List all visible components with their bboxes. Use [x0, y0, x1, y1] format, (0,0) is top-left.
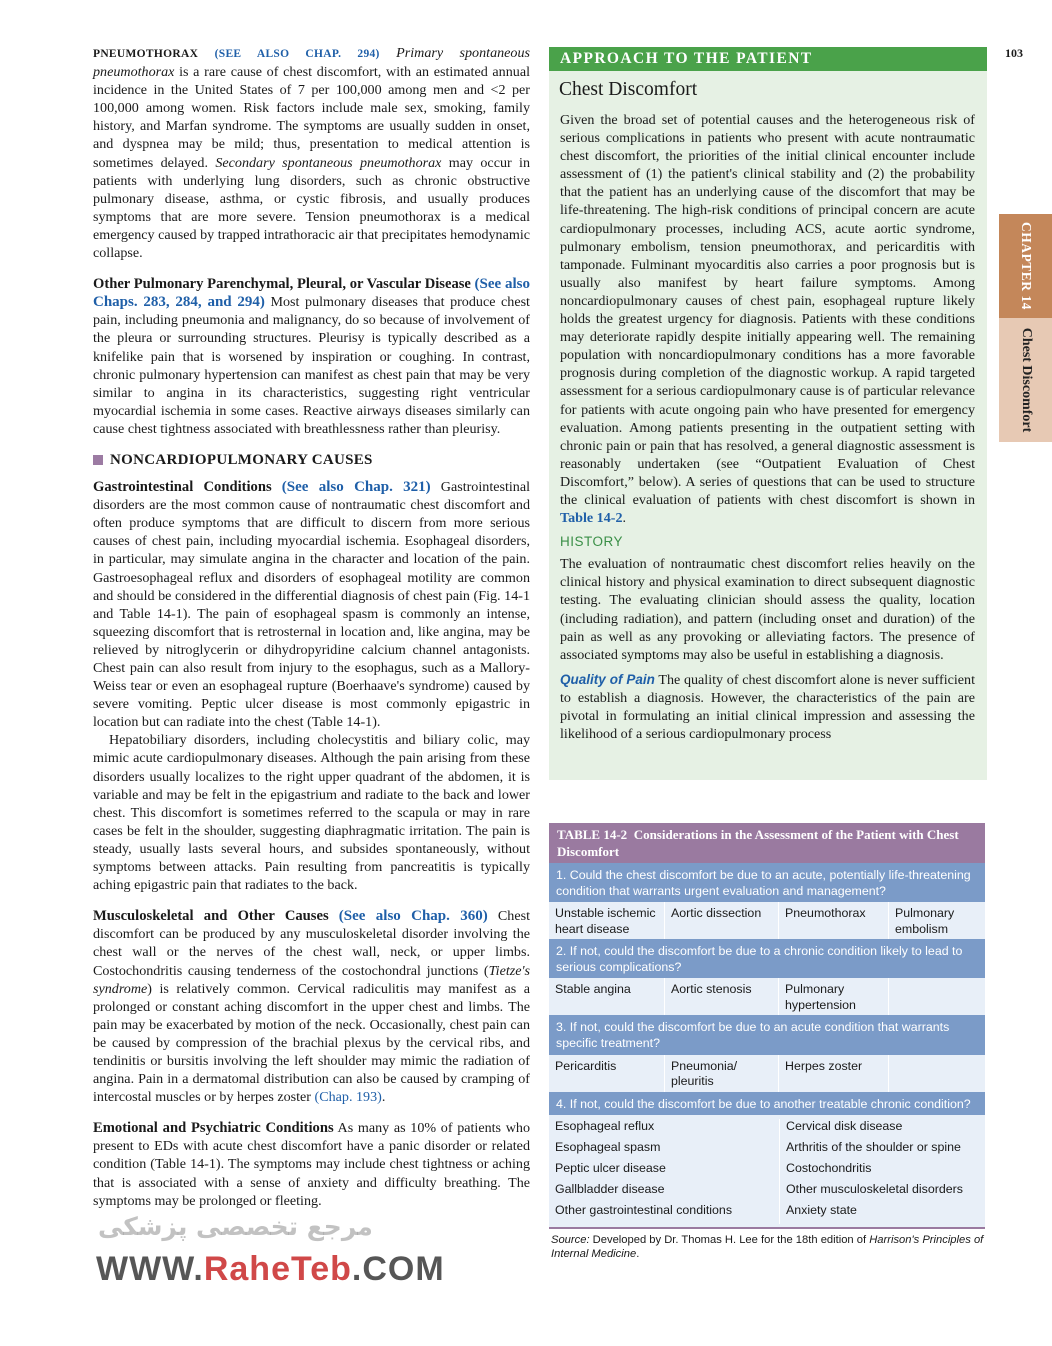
gastrointestinal-text: Gastrointestinal disorders are the most common cause of nontraumatic chest discomfort and often produce symptoms that are difficult to discern from more serious causes of chest pain, including myocardial ischemia. Esophageal disorders, in particular, may simulate angina in the character and location of the pain. Gastroesophageal reflux and disorders of esophageal motility are common and should be considered in the differential diagnosis of chest pain (Fig. 14-1 and Table 14-1). The pain of esophageal spasm is commonly an intense, squeezing discomfort that is retrosternal in location and, like angina, may be relieved by nitroglycerin or dihydropyridine calcium channel antagonists. Chest pain can also result from injury to the esophagus, such as a Mallory-Weiss tear or even an esophageal rupture (Boerhaave's syndrome) caused by severe vomiting. Peptic ulcer disease is most commonly epigastric in location but can radiate into the chest (Table 14-1). — [93, 479, 531, 731]
watermark-url-suffix: .COM — [351, 1250, 445, 1288]
watermark-url-prefix: WWW. — [96, 1250, 204, 1288]
pneumothorax-italic-2: Secondary spontaneous pneumothorax — [215, 154, 442, 171]
gastrointestinal-xref[interactable]: (See also Chap. 321) — [281, 479, 431, 496]
pneumothorax-lead: Primary spontaneous pneumothorax — [93, 45, 530, 81]
quality-heading: Quality of Pain — [560, 671, 655, 687]
table-cell: Esophageal reflux — [555, 1119, 655, 1134]
table-source — [549, 1234, 985, 1261]
table-row-3 — [549, 1055, 985, 1092]
table-cell: Unstable ischemic heart disease — [549, 902, 665, 939]
table-question-2: 2. If not, could the discomfort be due to a chronic condition likely to lead to serious complications? — [549, 939, 985, 978]
quality-paragraph — [560, 671, 975, 743]
musculoskeletal-xref-2[interactable]: (Chap. 193) — [314, 1089, 382, 1106]
approach-header: APPROACH TO THE PATIENT — [549, 47, 987, 71]
pneumothorax-paragraph — [93, 44, 530, 262]
pneumothorax-heading: PNEUMOTHORAX — [93, 48, 199, 60]
musculoskeletal-xref[interactable]: (See also Chap. 360) — [338, 908, 488, 925]
table-cell: Pneumothorax — [779, 902, 889, 939]
pneumothorax-xref[interactable]: (SEE ALSO CHAP. 294) — [214, 48, 380, 60]
table-cell: Peptic ulcer disease — [555, 1161, 666, 1176]
table-source-book: Harrison's Principles of Internal Medicine — [551, 1234, 984, 1260]
table-row-1 — [549, 902, 985, 939]
table-cell: Esophageal spasm — [555, 1140, 661, 1155]
history-paragraph: The evaluation of nontraumatic chest discomfort relies heavily on the clinical history and physical examination to direct subsequent diagnostic testing. The evaluating clinician should assess the quality, location (including radiation), and pattern (including onset and duration) of the pain as well as any provoking or alleviating factors. The presence of associated symptoms may also be useful in establishing a diagnosis. — [560, 556, 975, 663]
noncardiopulmonary-heading-text: NONCARDIOPULMONARY CAUSES — [110, 451, 373, 468]
gastrointestinal-paragraph — [93, 478, 530, 731]
table-cell: Other musculoskeletal disorders — [786, 1182, 963, 1197]
watermark-arabic: مرجع تخصصی پزشکی — [98, 1212, 373, 1241]
watermark-url-accent: RaheTeb — [203, 1250, 352, 1288]
table-cell: Pulmonary embolism — [895, 906, 955, 936]
table-bottom-rule — [549, 1227, 985, 1229]
table-source-label: Source: — [551, 1234, 590, 1247]
table-cell: Cervical disk disease — [786, 1119, 903, 1134]
table-question-3: 3. If not, could the discomfort be due to an acute condition that warrants specific treatment? — [549, 1015, 985, 1054]
pneumothorax-text-1: is a rare cause of chest discomfort, with an estimated annual incidence in the United States of 7 per 100,000 among men and <2 per 100,000 among women. Risk factors include male sex, smoking, family history, and Marfan syndrome. The symptoms are usually sudden in onset, and dyspnea may be mild; thus, presentation to medical attention is sometimes delayed. — [93, 64, 530, 171]
table-title-text: Considerations in the Assessment of the Patient with Chest Discomfort — [557, 827, 959, 859]
table-row-4-left — [549, 1119, 779, 1224]
table-row-4-right — [779, 1119, 985, 1224]
musculoskeletal-text-3: . — [381, 1089, 386, 1106]
table-cell: Aortic stenosis — [665, 978, 779, 1015]
emotional-heading: Emotional and Psychiatric Conditions — [93, 1120, 334, 1137]
section-marker-icon — [93, 455, 103, 465]
musculoskeletal-italic: Tietze's syndrome — [93, 962, 530, 997]
musculoskeletal-text-2: ) is relatively common. Cervical radiculitis may manifest as a prolonged or constant aching discomfort in the upper chest and limbs. The pain may be exacerbated by motion of the neck. Occasionally, chest pain can be caused by compression of the brachial plexus by the cervical ribs, and tendinitis or bursitis involving the left shoulder may mimic the radiation of angina. Pain in a dermatomal distribution can also be caused by cramping of intercostal muscles or by herpes zoster — [93, 980, 530, 1106]
chapter-tab-title — [999, 318, 1052, 442]
approach-intro-text: Given the broad set of potential causes and the heterogeneous risk of serious complications in patients who present with acute nontraumatic chest discomfort, the priorities of the initial clinical encounter include assessment of (1) the patient's clinical stability and (2) the probability that the patient has an underlying cause of the discomfort that may be life-threatening. The high-risk conditions of principal concern are acute cardiopulmonary processes, including ACS, acute aortic syndrome, pulmonary embolism, tension pneumothorax, and pericarditis with tamponade. Fulminant myocarditis also carries a poor prognosis but is usually also manifest by heart failure symptoms. Among noncardiopulmonary causes of chest pain, esophageal rupture likely holds the greatest urgency for diagnosis. Patients with these conditions may deteriorate rapidly despite initially appearing well. The remaining population with noncardiopulmonary conditions has a more favorable prognosis during completion of the diagnostic workup. A rapid targeted assessment for a serious cardiopulmonary cause is of particular relevance for patients with acute ongoing pain who have presented for emergency evaluation. Among patients presenting in the outpatient setting with chronic pain or pain that has resolved, a general diagnostic assessment is reasonably undertaken (see “Outpatient Evaluation of Chest Discomfort,” below). A series of questions that can be used to structure the clinical evaluation of patients with chest discomfort is shown in — [560, 112, 975, 508]
table-cell: Other gastrointestinal conditions — [555, 1203, 733, 1218]
table-source-text: Developed by Dr. Thomas H. Lee for the 18th edition of — [589, 1234, 870, 1247]
chapter-number-text: CHAPTER 14 — [1018, 222, 1034, 310]
table-cell — [889, 978, 985, 1015]
table-cell: Stable angina — [549, 978, 665, 1015]
table-cell: Herpes zoster — [779, 1055, 889, 1092]
table-cell: Pneumonia/ pleuritis — [665, 1055, 779, 1092]
approach-title: Chest Discomfort — [559, 79, 698, 100]
table-cell: Pericarditis — [549, 1055, 665, 1092]
pulmonary-xref[interactable]: (See also Chaps. 283, 284, and 294) — [93, 276, 530, 311]
emotional-paragraph — [93, 1119, 530, 1209]
table-source-end: . — [636, 1247, 640, 1260]
musculoskeletal-text-1: Chest discomfort can be produced by any musculoskeletal disorder involving the chest wall or the nerves of the chest wall, neck, or upper limbs. Costochondritis causing tenderness of the costochondral junctions ( — [93, 908, 530, 979]
approach-box — [549, 71, 987, 780]
table-question-1: 1. Could the chest discomfort be due to an acute, potentially life-threatening condition that warrants urgent evaluation and management? — [549, 863, 985, 902]
quality-text: The quality of chest discomfort alone is never sufficient to establish a diagnosis. However, the characteristics of the pain are pivotal in formulating an initial clinical impression and assessing the likelihood of a serious cardiopulmonary process — [560, 671, 975, 743]
musculoskeletal-heading: Musculoskeletal and Other Causes — [93, 908, 329, 925]
hepatobiliary-paragraph: Hepatobiliary disorders, including cholecystitis and biliary colic, may mimic acute cardiopulmonary diseases. Although the pain arising from these disorders usually localizes to the right upper quadrant of the abdomen, it is variable and may be felt in the epigastrium and radiate to the back and lower chest. This discomfort is sometimes referred to the scapula or may in rare cases be felt in the shoulder, suggesting diaphragmatic irritation. The pain is steady, usually lasts several hours, and subsides spontaneously, without symptoms between attacks. Pain resulting from pancreatitis is typically aching epigastric pain that radiates to the back. — [93, 732, 530, 894]
table-title-label: TABLE 14-2 — [557, 827, 628, 842]
table-cell: Anxiety state — [786, 1203, 857, 1218]
table-cell: Costochondritis — [786, 1161, 872, 1176]
approach-intro-end: . — [622, 510, 627, 527]
page-number: 103 — [1005, 46, 1023, 60]
table-row-4 — [549, 1115, 985, 1227]
noncardiopulmonary-heading — [93, 451, 530, 469]
table-cell — [889, 1055, 985, 1092]
table-row-2 — [549, 978, 985, 1015]
emotional-text: As many as 10% of patients who present to EDs with acute chest discomfort have a panic disorder or related condition (Table 14-1). The symptoms may include chest tightness or aching that is associated with a sense of anxiety and difficulty breathing. The symptoms may be prolonged or fleeting. — [93, 1120, 530, 1209]
history-heading: HISTORY — [560, 534, 624, 550]
pulmonary-paragraph — [93, 275, 530, 438]
chapter-title-text: Chest Discomfort — [1018, 327, 1034, 433]
pulmonary-heading: Other Pulmonary Parenchymal, Pleural, or Vascular Disease — [93, 276, 471, 293]
table-cell: Gallbladder disease — [555, 1182, 665, 1197]
chapter-tab-number — [999, 214, 1052, 318]
pulmonary-text: Most pulmonary diseases that produce chest pain, including pneumonia and malignancy, do so because of involvement of the pleura or surrounding structures. Pleurisy is typically described as a knifelike pain that is worsened by inspiration or coughing. In contrast, chronic pulmonary hypertension can manifest as chest pain that may be very similar to angina in its characteristics, suggesting right ventricular myocardial ischemia in some cases. Reactive airways diseases similarly can cause chest tightness associated with breathlessness rather than pleurisy. — [93, 294, 530, 437]
table-question-4: 4. If not, could the discomfort be due to another treatable chronic condition? — [549, 1092, 985, 1116]
table-cell: Aortic dissection — [665, 902, 779, 939]
chapter-tab — [999, 214, 1052, 442]
table-14-2 — [549, 823, 985, 1261]
table-cell: Arthritis of the shoulder or spine — [786, 1140, 961, 1155]
table-cell: Pulmonary hypertension — [779, 978, 889, 1015]
pneumothorax-text-2: may occur in patients with underlying lung disorders, such as chronic obstructive pulmonary disease, asthma, or cystic fibrosis, and usually produces symptoms that are more severe. Tension pneumothorax is a medical emergency caused by trapped intrathoracic air that precipitates hemodynamic collapse. — [93, 154, 530, 262]
approach-intro — [560, 111, 975, 527]
musculoskeletal-paragraph — [93, 907, 530, 1106]
table-14-2-link[interactable]: Table 14-2 — [560, 510, 623, 527]
left-column — [93, 44, 530, 1210]
watermark-url — [96, 1250, 445, 1289]
table-title — [549, 823, 985, 863]
gastrointestinal-heading: Gastrointestinal Conditions — [93, 479, 272, 496]
